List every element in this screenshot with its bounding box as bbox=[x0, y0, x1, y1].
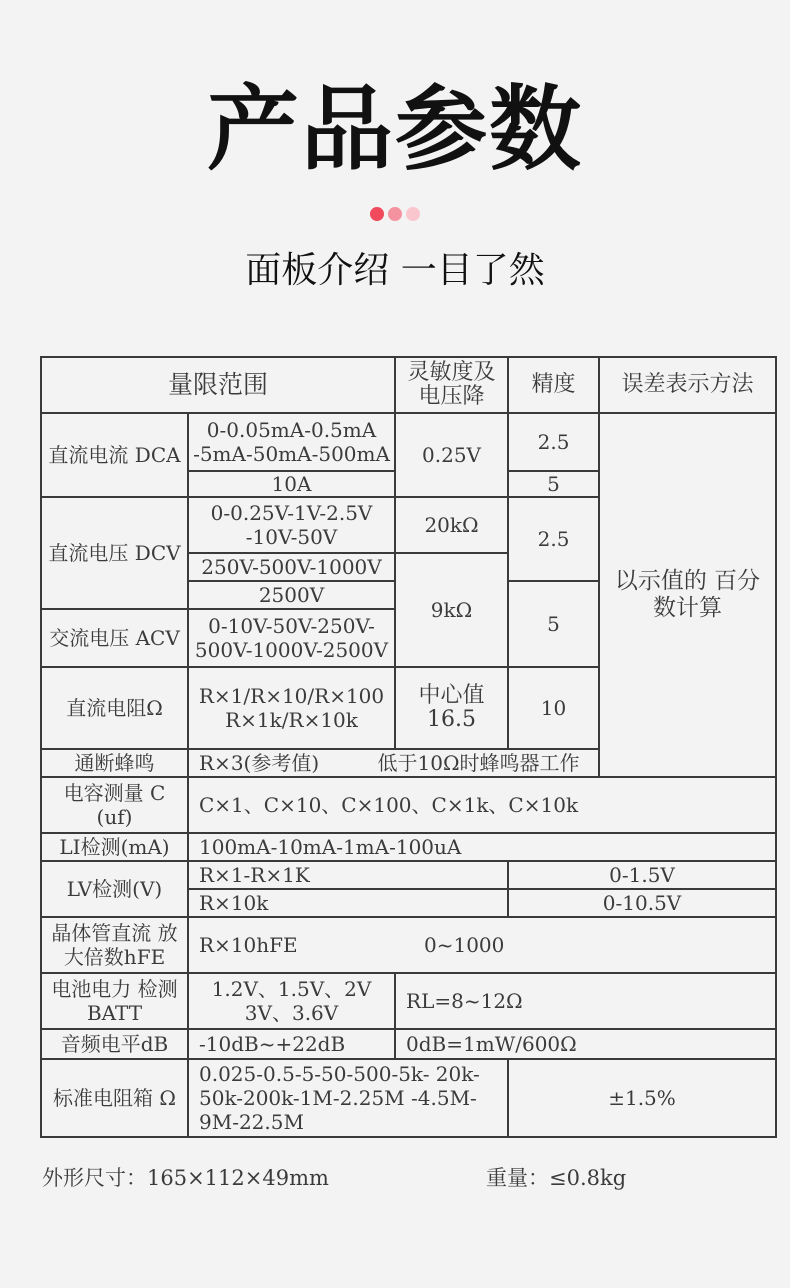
acv-label: 交流电压 ACV bbox=[41, 609, 188, 667]
dca-accuracy-1: 2.5 bbox=[508, 413, 599, 471]
header-error-method: 误差表示方法 bbox=[599, 357, 776, 413]
page-title: 产品参数 bbox=[206, 76, 583, 183]
hfe-label: 晶体管直流 放大倍数hFE bbox=[41, 917, 188, 973]
audio-range: -10dB~+22dB bbox=[188, 1029, 395, 1059]
header-range: 量限范围 bbox=[41, 357, 395, 413]
spec-table bbox=[40, 356, 777, 1138]
resistance-range: R×1/R×10/R×100 R×1k/R×10k bbox=[188, 667, 395, 749]
resistance-center: 中心值 16.5 bbox=[395, 667, 508, 749]
dcv-range-2: 250V-500V-1000V bbox=[188, 553, 395, 581]
shared-accuracy: 5 bbox=[508, 581, 599, 667]
acv-range: 0-10V-50V-250V- 500V-1000V-2500V bbox=[188, 609, 395, 667]
buzzer-content bbox=[188, 749, 776, 777]
battery-label: 电池电力 检测BATT bbox=[41, 973, 188, 1029]
box-label: 标准电阻箱 Ω bbox=[41, 1059, 188, 1137]
dcv-sensitivity-1: 20kΩ bbox=[395, 497, 508, 553]
shared-sensitivity: 9kΩ bbox=[395, 553, 508, 667]
header-sensitivity: 灵敏度及电压降 bbox=[395, 357, 508, 413]
dcv-range-3: 2500V bbox=[188, 581, 395, 609]
resistance-accuracy: 10 bbox=[508, 667, 599, 749]
li-label: LI检测(mA) bbox=[41, 833, 188, 861]
footer-dimensions: 外形尺寸：165×112×49mm bbox=[42, 1166, 329, 1190]
battery-range: 1.2V、1.5V、2V 3V、3.6V bbox=[188, 973, 395, 1029]
lv-range-2: R×10k bbox=[188, 889, 508, 917]
dca-range-2: 10A bbox=[188, 471, 395, 497]
hfe-content bbox=[188, 917, 776, 973]
lv-range-1: R×1-R×1K bbox=[188, 861, 508, 889]
lv-value-2: 0-10.5V bbox=[508, 889, 776, 917]
dot-1 bbox=[370, 207, 384, 221]
buzzer-range: R×3(参考值) bbox=[199, 751, 320, 775]
dcv-range-1: 0-0.25V-1V-2.5V -10V-50V bbox=[188, 497, 395, 553]
dca-sensitivity: 0.25V bbox=[395, 413, 508, 497]
audio-label: 音频电平dB bbox=[41, 1029, 188, 1059]
footer-weight: 重量：≤0.8kg bbox=[486, 1166, 627, 1190]
audio-ref: 0dB=1mW/600Ω bbox=[395, 1029, 776, 1059]
dca-range-1: 0-0.05mA-0.5mA -5mA-50mA-500mA bbox=[188, 413, 395, 471]
error-method-value: 以示值的 百分数计算 bbox=[599, 413, 776, 777]
buzzer-desc: 低于10Ω时蜂鸣器工作 bbox=[377, 751, 580, 775]
dcv-label: 直流电压 DCV bbox=[41, 497, 188, 609]
capacitance-label: 电容测量 C (uf) bbox=[41, 777, 188, 833]
box-range: 0.025-0.5-5-50-500-5k- 20k-50k-200k-1M-2.25M -4.5M-9M-22.5M bbox=[188, 1059, 508, 1137]
resistance-label: 直流电阻Ω bbox=[41, 667, 188, 749]
buzzer-label: 通断蜂鸣 bbox=[41, 749, 188, 777]
dot-3 bbox=[406, 207, 420, 221]
decorative-dots bbox=[0, 207, 790, 221]
li-range: 100mA-10mA-1mA-100uA bbox=[188, 833, 776, 861]
dot-2 bbox=[388, 207, 402, 221]
lv-label: LV检测(V) bbox=[41, 861, 188, 917]
hfe-range: R×10hFE bbox=[199, 933, 298, 957]
lv-value-1: 0-1.5V bbox=[508, 861, 776, 889]
dcv-accuracy: 2.5 bbox=[508, 497, 599, 581]
header-accuracy: 精度 bbox=[508, 357, 599, 413]
capacitance-range: C×1、C×10、C×100、C×1k、C×10k bbox=[188, 777, 776, 833]
box-accuracy: ±1.5% bbox=[508, 1059, 776, 1137]
page-subtitle: 面板介绍 一目了然 bbox=[245, 250, 545, 291]
dca-label: 直流电流 DCA bbox=[41, 413, 188, 497]
battery-load: RL=8~12Ω bbox=[395, 973, 776, 1029]
hfe-value: 0~1000 bbox=[423, 933, 505, 957]
dca-accuracy-2: 5 bbox=[508, 471, 599, 497]
